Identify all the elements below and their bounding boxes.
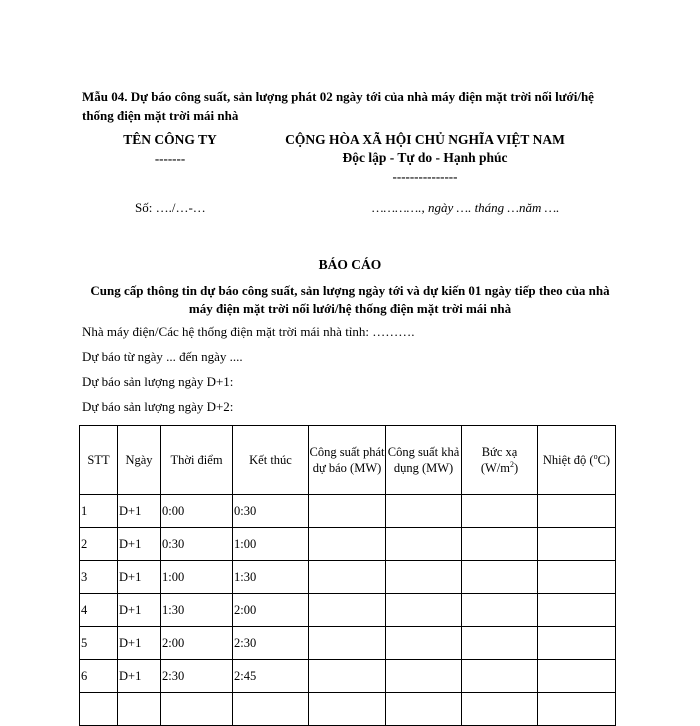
cell-buc-xa: [462, 528, 538, 561]
cell-buc-xa: [462, 561, 538, 594]
cell-stt: 6: [80, 660, 118, 693]
cell-cong-suat-kha-dung: [386, 627, 462, 660]
cell-ket-thuc: 0:30: [233, 495, 309, 528]
table-row: [80, 561, 616, 594]
cell-nhiet-do: [538, 528, 616, 561]
header-buc-xa-text: Bức xạ (W/m: [480, 445, 518, 475]
cell-ngay: D+1: [118, 495, 161, 528]
cell-thoi-diem: 2:30: [161, 660, 233, 693]
cell-nhiet-do: [538, 660, 616, 693]
info-d2-output-line: Dự báo sản lượng ngày D+2:: [82, 399, 234, 414]
header-nhiet-do-unit: C): [597, 453, 611, 467]
header-ket-thuc: Kết thúc: [233, 426, 309, 495]
report-subtitle: Cung cấp thông tin dự báo công suất, sản lượng ngày tới và dự kiến 01 ngày tiếp theo của nhà máy điện mặt trời nối lưới/hệ thống điện mặt trời mái nhà: [90, 283, 610, 316]
cell-cong-suat-phat: [309, 495, 386, 528]
header-cong-suat-kha-dung: Công suất khả dụng (MW): [386, 426, 462, 495]
header-stt: STT: [80, 426, 118, 495]
cell-cong-suat-kha-dung: [386, 528, 462, 561]
republic-name: CỘNG HÒA XÃ HỘI CHỦ NGHĨA VIỆT NAM: [285, 132, 565, 147]
cell-buc-xa: [462, 495, 538, 528]
cell-cong-suat-kha-dung: [386, 693, 462, 726]
cell-buc-xa: [462, 627, 538, 660]
header-buc-xa-close: ): [514, 461, 519, 475]
table-row: [80, 528, 616, 561]
company-name: TÊN CÔNG TY: [123, 132, 217, 147]
cell-stt: 4: [80, 594, 118, 627]
document-date: …………., ngày …. tháng …năm ….: [372, 200, 560, 215]
table-header-row: [80, 426, 616, 495]
cell-stt: 1: [80, 495, 118, 528]
cell-thoi-diem: 2:00: [161, 627, 233, 660]
table-row: [80, 495, 616, 528]
cell-ngay: D+1: [118, 627, 161, 660]
form-title: Mẫu 04. Dự báo công suất, sản lượng phát 02 ngày tới của nhà máy điện mặt trời nối lưới/hệ thống điện mặt trời mái nhà: [82, 89, 594, 123]
table-row: [80, 594, 616, 627]
cell-nhiet-do: [538, 561, 616, 594]
header-buc-xa: [462, 426, 538, 495]
cell-cong-suat-kha-dung: [386, 594, 462, 627]
header-ngay: Ngày: [118, 426, 161, 495]
cell-ngay: D+1: [118, 660, 161, 693]
cell-thoi-diem: [161, 693, 233, 726]
header-nhiet-do: [538, 426, 616, 495]
motto-underline: ---------------: [392, 169, 458, 184]
cell-thoi-diem: 0:00: [161, 495, 233, 528]
cell-cong-suat-phat: [309, 660, 386, 693]
cell-stt: 3: [80, 561, 118, 594]
document-number: Số: …./…-…: [135, 200, 206, 215]
cell-stt: 5: [80, 627, 118, 660]
report-title: BÁO CÁO: [318, 257, 382, 272]
table-row: [80, 693, 616, 726]
cell-nhiet-do: [538, 627, 616, 660]
cell-cong-suat-phat: [309, 594, 386, 627]
cell-cong-suat-phat: [309, 561, 386, 594]
cell-cong-suat-kha-dung: [386, 561, 462, 594]
cell-cong-suat-phat: [309, 627, 386, 660]
table-row: [80, 627, 616, 660]
header-thoi-diem: Thời điểm: [161, 426, 233, 495]
cell-nhiet-do: [538, 594, 616, 627]
national-motto: Độc lập - Tự do - Hạnh phúc: [342, 150, 508, 165]
cell-ngay: D+1: [118, 561, 161, 594]
cell-ket-thuc: [233, 693, 309, 726]
cell-nhiet-do: [538, 693, 616, 726]
header-buc-xa-sup: 2: [510, 459, 514, 469]
header-nhiet-do-text: Nhiệt độ (: [542, 453, 594, 467]
cell-buc-xa: [462, 693, 538, 726]
forecast-table: [79, 425, 616, 726]
cell-thoi-diem: 0:30: [161, 528, 233, 561]
info-date-range-line: Dự báo từ ngày ... đến ngày ....: [82, 349, 243, 364]
info-plant-line: Nhà máy điện/Các hệ thống điện mặt trời mái nhà tỉnh: ……….: [82, 324, 415, 339]
cell-cong-suat-phat: [309, 693, 386, 726]
cell-ket-thuc: 2:30: [233, 627, 309, 660]
info-d1-output-line: Dự báo sản lượng ngày D+1:: [82, 374, 234, 389]
company-name-underline: -------: [154, 151, 186, 166]
cell-stt: 2: [80, 528, 118, 561]
cell-ket-thuc: 2:45: [233, 660, 309, 693]
cell-stt: [80, 693, 118, 726]
table-body: [80, 495, 616, 726]
header-cong-suat-phat: Công suất phát dự báo (MW): [309, 426, 386, 495]
cell-ngay: [118, 693, 161, 726]
cell-ket-thuc: 2:00: [233, 594, 309, 627]
cell-nhiet-do: [538, 495, 616, 528]
cell-thoi-diem: 1:00: [161, 561, 233, 594]
cell-cong-suat-kha-dung: [386, 495, 462, 528]
cell-ngay: D+1: [118, 528, 161, 561]
cell-cong-suat-phat: [309, 528, 386, 561]
cell-buc-xa: [462, 660, 538, 693]
cell-thoi-diem: 1:30: [161, 594, 233, 627]
cell-buc-xa: [462, 594, 538, 627]
cell-cong-suat-kha-dung: [386, 660, 462, 693]
table-row: [80, 660, 616, 693]
header-nhiet-do-sup: o: [593, 451, 598, 461]
cell-ket-thuc: 1:30: [233, 561, 309, 594]
cell-ket-thuc: 1:00: [233, 528, 309, 561]
cell-ngay: D+1: [118, 594, 161, 627]
